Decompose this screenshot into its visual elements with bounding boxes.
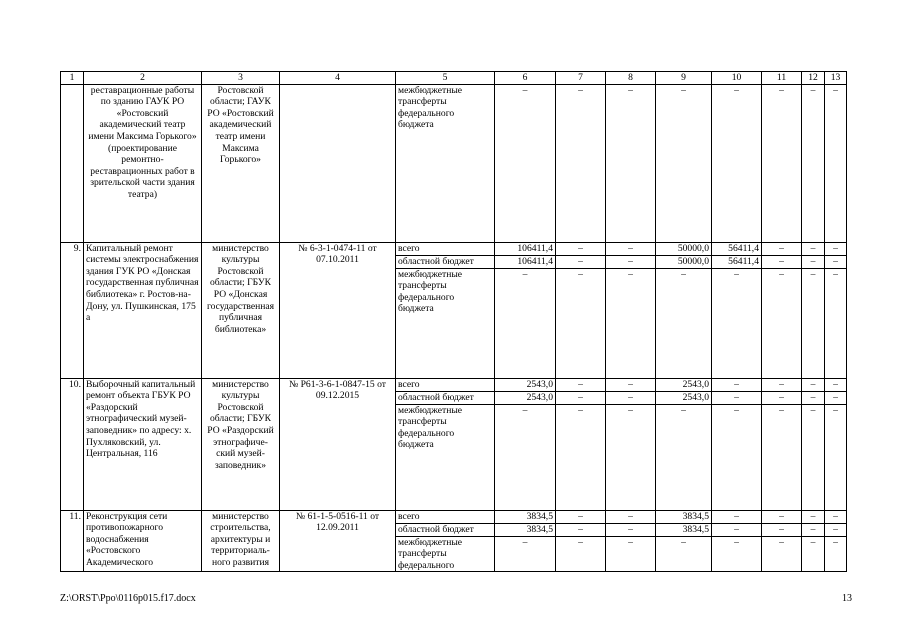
document-cell: № 61-1-5-0516-11 от 12.09.2011: [280, 510, 396, 572]
value-cell: 2543,0: [656, 378, 712, 391]
header-cell: 6: [495, 72, 556, 85]
document-path: Z:\ORST\Ppo\0116p015.f17.docx: [60, 593, 196, 604]
value-cell: –: [762, 391, 802, 404]
table-row: [61, 510, 847, 523]
value-cell: –: [802, 378, 825, 391]
object-name-cell: Реконструкция сети противопожарного водоснабжения «Ростовского Академического: [84, 510, 202, 572]
value-cell: –: [825, 255, 847, 268]
value-cell: –: [656, 84, 712, 242]
row-number-cell: 11.: [61, 510, 84, 572]
value-cell: –: [556, 510, 606, 523]
value-cell: –: [606, 378, 656, 391]
value-cell: –: [556, 242, 606, 255]
value-cell: –: [712, 268, 762, 378]
row-number-cell: 9.: [61, 242, 84, 378]
value-cell: –: [762, 404, 802, 510]
value-cell: 3834,5: [656, 510, 712, 523]
value-cell: –: [606, 404, 656, 510]
value-cell: –: [762, 255, 802, 268]
value-cell: 106411,4: [495, 255, 556, 268]
table-row: [61, 242, 847, 255]
value-cell: –: [762, 242, 802, 255]
value-cell: –: [802, 255, 825, 268]
executor-cell: министерство строительства, архитектуры и территориаль-ного развития: [202, 510, 280, 572]
value-cell: 2543,0: [495, 391, 556, 404]
object-name-cell: Выборочный капитальный ремонт объекта ГБУК РО «Раздорский этнографический музей-заповедник» по адресу: х. Пухляковский, ул. Центральная, 116: [84, 378, 202, 510]
funding-source-cell: всего: [396, 242, 495, 255]
value-cell: –: [712, 523, 762, 536]
header-cell: 12: [802, 72, 825, 85]
value-cell: –: [825, 391, 847, 404]
value-cell: 50000,0: [656, 242, 712, 255]
table-row: [61, 84, 847, 242]
value-cell: –: [556, 255, 606, 268]
header-cell: 8: [606, 72, 656, 85]
value-cell: –: [762, 84, 802, 242]
value-cell: –: [825, 536, 847, 572]
value-cell: 56411,4: [712, 255, 762, 268]
value-cell: –: [495, 268, 556, 378]
value-cell: –: [802, 268, 825, 378]
executor-cell: министерство культуры Ростовской области; ГБУК РО «Раздорский этнографиче-ский музей-заповедник»: [202, 378, 280, 510]
header-cell: 3: [202, 72, 280, 85]
header-cell: 10: [712, 72, 762, 85]
value-cell: –: [712, 84, 762, 242]
value-cell: –: [712, 404, 762, 510]
value-cell: –: [712, 378, 762, 391]
value-cell: –: [762, 378, 802, 391]
value-cell: –: [762, 523, 802, 536]
funding-source-cell: всего: [396, 378, 495, 391]
value-cell: –: [556, 84, 606, 242]
value-cell: 2543,0: [656, 391, 712, 404]
row-number-cell: 10.: [61, 378, 84, 510]
value-cell: –: [825, 404, 847, 510]
value-cell: –: [556, 378, 606, 391]
value-cell: –: [802, 242, 825, 255]
document-sheet: [60, 71, 847, 572]
executor-cell: министерство культуры Ростовской области; ГБУК РО «Донская государственная публичная библиотека»: [202, 242, 280, 378]
value-cell: –: [802, 404, 825, 510]
value-cell: –: [825, 242, 847, 255]
budget-table: [60, 71, 847, 572]
header-cell: 11: [762, 72, 802, 85]
value-cell: –: [762, 536, 802, 572]
object-name-cell: Капитальный ремонт системы электроснабжения здания ГУК РО «Донская государственная публичная библиотека» г. Ростов-на-Дону, ул. Пушкинская, 175 а: [84, 242, 202, 378]
value-cell: 2543,0: [495, 378, 556, 391]
value-cell: –: [825, 84, 847, 242]
value-cell: –: [556, 404, 606, 510]
object-name-cell: реставрационные работы по зданию ГАУК РО «Ростовский академический театр имени Максима Горького» (проектирование ремонтно-реставрационных работ в зрительской части здания театра): [84, 84, 202, 242]
value-cell: –: [656, 268, 712, 378]
value-cell: –: [606, 391, 656, 404]
funding-source-cell: областной бюджет: [396, 391, 495, 404]
row-number-cell: [61, 84, 84, 242]
value-cell: –: [556, 268, 606, 378]
document-cell: № 6-3-1-0474-11 от 07.10.2011: [280, 242, 396, 378]
page-number: 13: [842, 593, 852, 604]
value-cell: –: [825, 378, 847, 391]
value-cell: –: [606, 510, 656, 523]
header-cell: 1: [61, 72, 84, 85]
value-cell: –: [556, 536, 606, 572]
value-cell: –: [495, 404, 556, 510]
header-cell: 9: [656, 72, 712, 85]
funding-source-cell: областной бюджет: [396, 523, 495, 536]
header-cell: 13: [825, 72, 847, 85]
value-cell: 3834,5: [495, 510, 556, 523]
funding-source-cell: областной бюджет: [396, 255, 495, 268]
funding-source-cell: всего: [396, 510, 495, 523]
value-cell: –: [656, 404, 712, 510]
value-cell: –: [712, 391, 762, 404]
value-cell: 3834,5: [656, 523, 712, 536]
value-cell: –: [825, 268, 847, 378]
value-cell: –: [802, 391, 825, 404]
value-cell: –: [495, 536, 556, 572]
header-cell: 5: [396, 72, 495, 85]
value-cell: –: [556, 523, 606, 536]
funding-source-cell: межбюджетные трансферты федерального бюджета: [396, 404, 495, 510]
value-cell: 50000,0: [656, 255, 712, 268]
document-cell: № Р61-3-6-1-0847-15 от 09.12.2015: [280, 378, 396, 510]
value-cell: –: [802, 84, 825, 242]
executor-cell: Ростовской области; ГАУК РО «Ростовский академический театр имени Максима Горького»: [202, 84, 280, 242]
document-cell: [280, 84, 396, 242]
header-cell: 2: [84, 72, 202, 85]
value-cell: –: [556, 391, 606, 404]
value-cell: –: [606, 84, 656, 242]
value-cell: –: [712, 536, 762, 572]
value-cell: –: [606, 268, 656, 378]
funding-source-cell: межбюджетные трансферты федерального: [396, 536, 495, 572]
value-cell: –: [825, 523, 847, 536]
value-cell: –: [606, 242, 656, 255]
value-cell: –: [825, 510, 847, 523]
value-cell: –: [802, 523, 825, 536]
value-cell: –: [606, 536, 656, 572]
header-cell: 4: [280, 72, 396, 85]
value-cell: 106411,4: [495, 242, 556, 255]
funding-source-cell: межбюджетные трансферты федерального бюджета: [396, 84, 495, 242]
value-cell: 3834,5: [495, 523, 556, 536]
value-cell: –: [762, 510, 802, 523]
header-cell: 7: [556, 72, 606, 85]
table-header-row: [61, 72, 847, 85]
value-cell: 56411,4: [712, 242, 762, 255]
value-cell: –: [762, 268, 802, 378]
value-cell: –: [656, 536, 712, 572]
value-cell: –: [802, 510, 825, 523]
value-cell: –: [606, 255, 656, 268]
funding-source-cell: межбюджетные трансферты федерального бюджета: [396, 268, 495, 378]
value-cell: –: [606, 523, 656, 536]
table-row: [61, 378, 847, 391]
value-cell: –: [802, 536, 825, 572]
value-cell: –: [712, 510, 762, 523]
value-cell: –: [495, 84, 556, 242]
